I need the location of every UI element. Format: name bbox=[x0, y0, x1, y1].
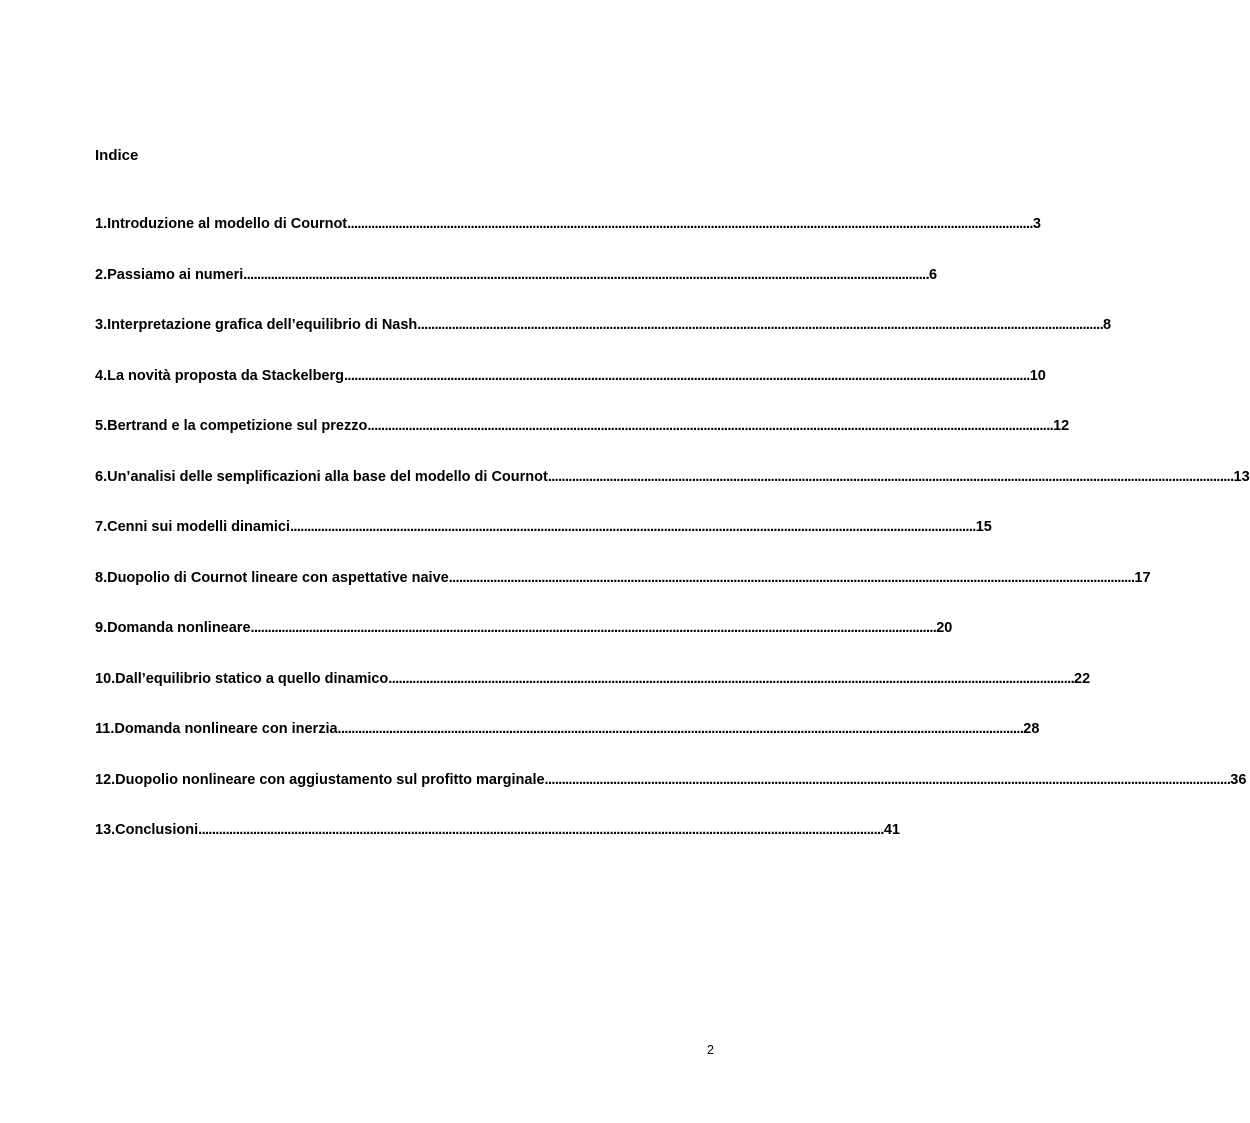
toc-leader-dots: ........................................................................................................................................................................................................ bbox=[250, 620, 937, 636]
toc-leader-dots: ........................................................................................................................................................................................................ bbox=[243, 266, 930, 283]
toc-entry-label: 2.Passiamo ai numeri bbox=[95, 266, 244, 283]
toc-entry-label: 11.Domanda nonlineare con inerzia bbox=[95, 721, 338, 737]
toc-leader-dots: ........................................................................................................................................................................................................ bbox=[367, 418, 1054, 434]
toc-leader-dots: ........................................................................................................................................................................................................ bbox=[344, 367, 1030, 384]
page-title: Indice bbox=[95, 147, 139, 164]
toc-entry-page: 17 bbox=[1134, 569, 1151, 586]
toc-entry-label: 6.Un’analisi delle semplificazioni alla base del modello di Cournot bbox=[95, 468, 548, 485]
toc-entry-page: 13 bbox=[1233, 468, 1250, 485]
table-of-contents bbox=[95, 214, 1250, 871]
toc-leader-dots: ........................................................................................................................................................................................................ bbox=[544, 771, 1231, 788]
toc-entry-page: 6 bbox=[929, 266, 938, 283]
toc-leader-dots: ........................................................................................................................................................................................................ bbox=[337, 721, 1024, 737]
toc-entry-9 bbox=[95, 618, 953, 639]
toc-entry-label: 10.Dall’equilibrio statico a quello dinamico bbox=[95, 670, 389, 687]
toc-entry-label: 5.Bertrand e la competizione sul prezzo bbox=[95, 418, 368, 434]
toc-entry-1 bbox=[95, 214, 1041, 235]
page-number: 2 bbox=[707, 1043, 714, 1057]
toc-entry-6 bbox=[95, 467, 1250, 488]
toc-entry-page: 3 bbox=[1032, 216, 1041, 232]
toc-entry-label: 9.Domanda nonlineare bbox=[95, 620, 251, 636]
toc-entry-10 bbox=[95, 669, 1091, 690]
toc-entry-page: 12 bbox=[1053, 418, 1070, 434]
toc-entry-5 bbox=[95, 416, 1070, 437]
toc-entry-2 bbox=[95, 265, 938, 286]
toc-entry-4 bbox=[95, 366, 1046, 387]
toc-entry-page: 28 bbox=[1023, 721, 1040, 737]
toc-entry-label: 7.Cenni sui modelli dinamici bbox=[95, 519, 290, 535]
toc-leader-dots: ........................................................................................................................................................................................................ bbox=[388, 670, 1075, 687]
toc-entry-3 bbox=[95, 315, 1112, 336]
toc-entry-page: 22 bbox=[1074, 670, 1091, 687]
toc-leader-dots: ........................................................................................................................................................................................................ bbox=[290, 519, 976, 535]
toc-entry-13 bbox=[95, 820, 900, 841]
toc-entry-label: 1.Introduzione al modello di Cournot bbox=[95, 216, 348, 232]
toc-entry-7 bbox=[95, 517, 992, 538]
toc-leader-dots: ........................................................................................................................................................................................................ bbox=[547, 468, 1234, 485]
toc-entry-label: 13.Conclusioni bbox=[95, 822, 199, 838]
toc-entry-8 bbox=[95, 568, 1151, 589]
toc-entry-11 bbox=[95, 719, 1040, 740]
toc-entry-page: 36 bbox=[1230, 771, 1247, 788]
toc-entry-page: 41 bbox=[883, 822, 900, 838]
toc-entry-label: 4.La novità proposta da Stackelberg bbox=[95, 367, 344, 384]
toc-entry-page: 8 bbox=[1103, 317, 1112, 333]
toc-entry-page: 10 bbox=[1029, 367, 1046, 384]
toc-leader-dots: ........................................................................................................................................................................................................ bbox=[347, 216, 1033, 232]
toc-entry-label: 12.Duopolio nonlineare con aggiustamento sul profitto marginale bbox=[95, 771, 545, 788]
toc-entry-page: 20 bbox=[936, 620, 953, 636]
toc-entry-12 bbox=[95, 770, 1247, 791]
toc-leader-dots: ........................................................................................................................................................................................................ bbox=[417, 317, 1104, 333]
toc-entry-page: 15 bbox=[975, 519, 992, 535]
toc-entry-label: 8.Duopolio di Cournot lineare con aspettative naive bbox=[95, 569, 449, 586]
toc-leader-dots: ........................................................................................................................................................................................................ bbox=[198, 822, 884, 838]
toc-entry-label: 3.Interpretazione grafica dell’equilibrio di Nash bbox=[95, 317, 418, 333]
toc-leader-dots: ........................................................................................................................................................................................................ bbox=[448, 569, 1135, 586]
